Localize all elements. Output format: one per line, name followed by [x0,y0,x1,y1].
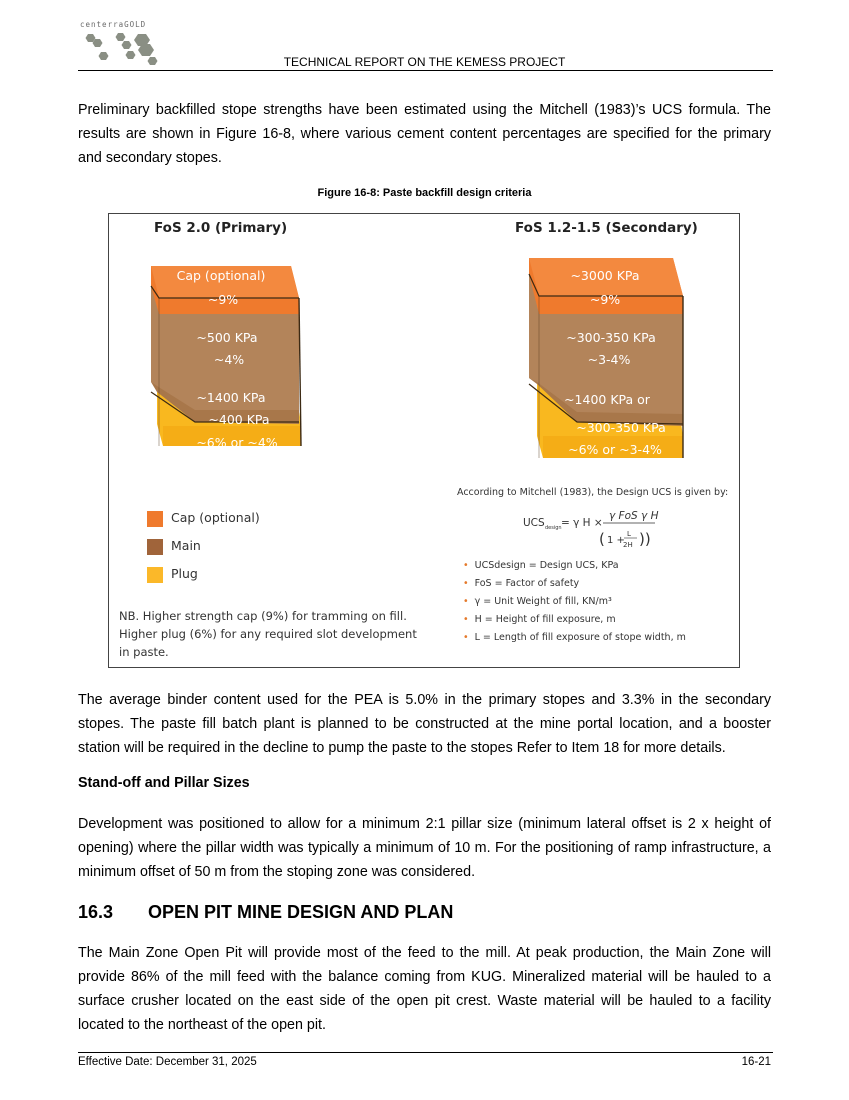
legend-item-cap [147,510,260,527]
ucs-formula [523,510,659,549]
paste-backfill-figure [108,213,740,668]
footer-effective-date: Effective Date: December 31, 2025 [78,1056,257,1068]
logo-text: centerraGOLD [80,20,147,29]
legend-item-plug [147,566,198,583]
legend-label-plug: Plug [171,566,198,581]
svg-text:= γ H ×: = γ H × [561,517,603,529]
svg-text:UCS: UCS [523,517,545,529]
secondary-plug-line2: ~300-350 KPa [576,420,666,435]
primary-cap-line1: Cap (optional) [176,268,266,283]
legend-swatch-cap [147,511,163,527]
intro-paragraph: Preliminary backfilled stope strengths have been estimated using the Mitchell (1983)’s UCS formula. The results are shown in Figure 16-8, where various cement content percentages are specified for the primary and secondary stopes. [78,102,771,166]
report-header-title: TECHNICAL REPORT ON THE KEMESS PROJECT [283,55,566,69]
definition-item: • H = Height of fill exposure, m [463,614,616,625]
legend-label-main: Main [171,538,201,553]
primary-plug-line3: ~6% or ~4% [196,435,278,450]
legend-swatch-main [147,539,163,555]
definition-item: • FoS = Factor of safety [463,578,580,589]
secondary-plug-line1: ~1400 KPa or [564,392,650,407]
secondary-main-line1: ~300-350 KPa [566,330,656,345]
figure-note: NB. Higher strength cap (9%) for tramming on fill. Higher plug (6%) for any required slot development in paste. [119,609,417,659]
pillar-paragraph: Development was positioned to allow for a minimum 2:1 pillar size (minimum lateral offset is 2 x height of opening) where the pillar width was typically a minimum of 10 m. For the positioning of ramp infrastructure, a minimum offset of 50 m from the stoping zone was considered. [78,816,771,880]
primary-plug-line1: ~1400 KPa [196,390,266,405]
open-pit-paragraph: The Main Zone Open Pit will provide most of the feed to the mill. At peak production, the Main Zone will provide 86% of the mill feed with the balance coming from KUG. Mineralized material will be hauled to a surface crusher located on the east side of the open pit crest. Waste material will be hauled to a facility located to the northeast of the open pit. [78,945,771,1033]
secondary-plug-line3: ~6% or ~3-4% [568,442,662,457]
primary-main-line2: ~4% [213,352,245,367]
svg-text:L: L [627,530,631,538]
secondary-main-line2: ~3-4% [587,352,631,367]
primary-stope-block [151,266,301,450]
secondary-cap-line2: ~9% [589,292,621,307]
svg-text:γ FoS γ H: γ FoS γ H [609,510,659,522]
formula-intro: According to Mitchell (1983), the Design UCS is given by: [457,487,729,498]
standoff-subheading: Stand-off and Pillar Sizes [78,775,250,791]
legend-swatch-plug [147,567,163,583]
definition-item: • L = Length of fill exposure of stope width, m [463,632,686,643]
binder-paragraph: The average binder content used for the PEA is 5.0% in the primary stopes and 3.3% in the secondary stopes. The paste fill batch plant is planned to be constructed at the mine portal location, and a booster station will be required in the decline to pump the paste to the stopes Refer to Item 18 for more details. [78,692,771,756]
svg-text:(: ( [599,530,605,548]
legend-item-main [147,538,201,555]
definition-item: • UCSdesign = Design UCS, KPa [463,560,619,571]
svg-text:)): )) [639,530,651,548]
svg-text:2H: 2H [623,541,633,549]
primary-title: FoS 2.0 (Primary) [154,220,288,236]
figure-caption: Figure 16-8: Paste backfill design criteria [317,187,532,199]
footer-page-number: 16-21 [741,1056,771,1068]
primary-cap-line2: ~9% [207,292,239,307]
svg-text:1 +: 1 + [607,535,625,546]
secondary-title: FoS 1.2-1.5 (Secondary) [515,220,698,236]
legend-label-cap: Cap (optional) [171,510,260,525]
formula-definitions [463,557,686,647]
section-number: 16.3 [78,902,114,922]
svg-text:design: design [545,525,562,531]
section-title: OPEN PIT MINE DESIGN AND PLAN [148,902,454,922]
definition-item: • γ = Unit Weight of fill, KN/m³ [463,596,612,607]
secondary-cap-line1: ~3000 KPa [570,268,640,283]
primary-main-line1: ~500 KPa [196,330,258,345]
header-rule [78,70,773,71]
primary-plug-line2: ~400 KPa [208,412,270,427]
secondary-stope-block [529,258,683,458]
footer-rule [78,1052,773,1053]
section-heading [78,902,453,923]
